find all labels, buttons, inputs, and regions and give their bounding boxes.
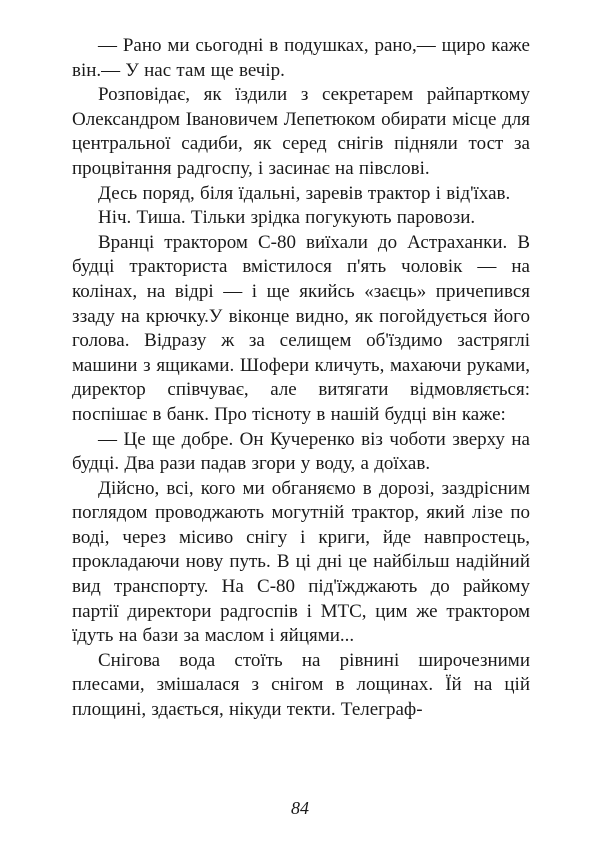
page-number: 84 — [291, 798, 309, 818]
paragraph: Ніч. Тиша. Тільки зрідка погукують паровози. — [98, 207, 476, 229]
paragraph: Снігова вода стоїть на рівнині широчезними плесами, змішалася з снігом в лощинах. Їй на цій площині, здається, нікуди текти. Телеграф- — [72, 649, 530, 721]
paragraph: Вранці трактором С-80 виїхали до Астраханки. В будці тракториста вмістилося п'ять чоловік — на колінах, на відрі — і ще якийсь «заєць» причепився ззаду на крючку.У віконце видно, як погойдується його голова. Відразу ж за селищем об'їздимо застряглі машини з ящиками. Шофери кличуть, махаючи руками, директор співчуває, але витягати відмовляється: поспішає в банк. Про тісноту в нашій будці він каже: — [72, 231, 530, 425]
paragraph: — Це ще добре. Он Кучеренко віз чоботи зверху на будці. Два рази падав згори у воду, а доїхав. — [72, 428, 530, 475]
page-body — [72, 34, 530, 723]
paragraph: — Рано ми сьогодні в подушках, рано,— щиро каже він.— У нас там ще вечір. — [72, 35, 530, 81]
paragraph: Розповідає, як їздили з секретарем райпарткому Олександром Івановичем Лепетюком обирати місце для центральної садиби, як серед снігів підняли тост за процвітання радгоспу, і засинає на півслові. — [72, 84, 530, 179]
paragraph: Десь поряд, біля їдальні, заревів трактор і від'їхав. — [98, 182, 511, 204]
paragraph: Дійсно, всі, кого ми обганяємо в дорозі, заздрісним поглядом проводжають могутній трактор, який лізе по воді, через місиво снігу і криги, йде навпростець, прокладаючи нову путь. В ці дні це найбільш надійний вид транспорту. На С-80 під'їжджають до райкому партії директори радгоспів і МТС, цим же трактором їдуть на бази за маслом і яйцями... — [72, 477, 530, 647]
